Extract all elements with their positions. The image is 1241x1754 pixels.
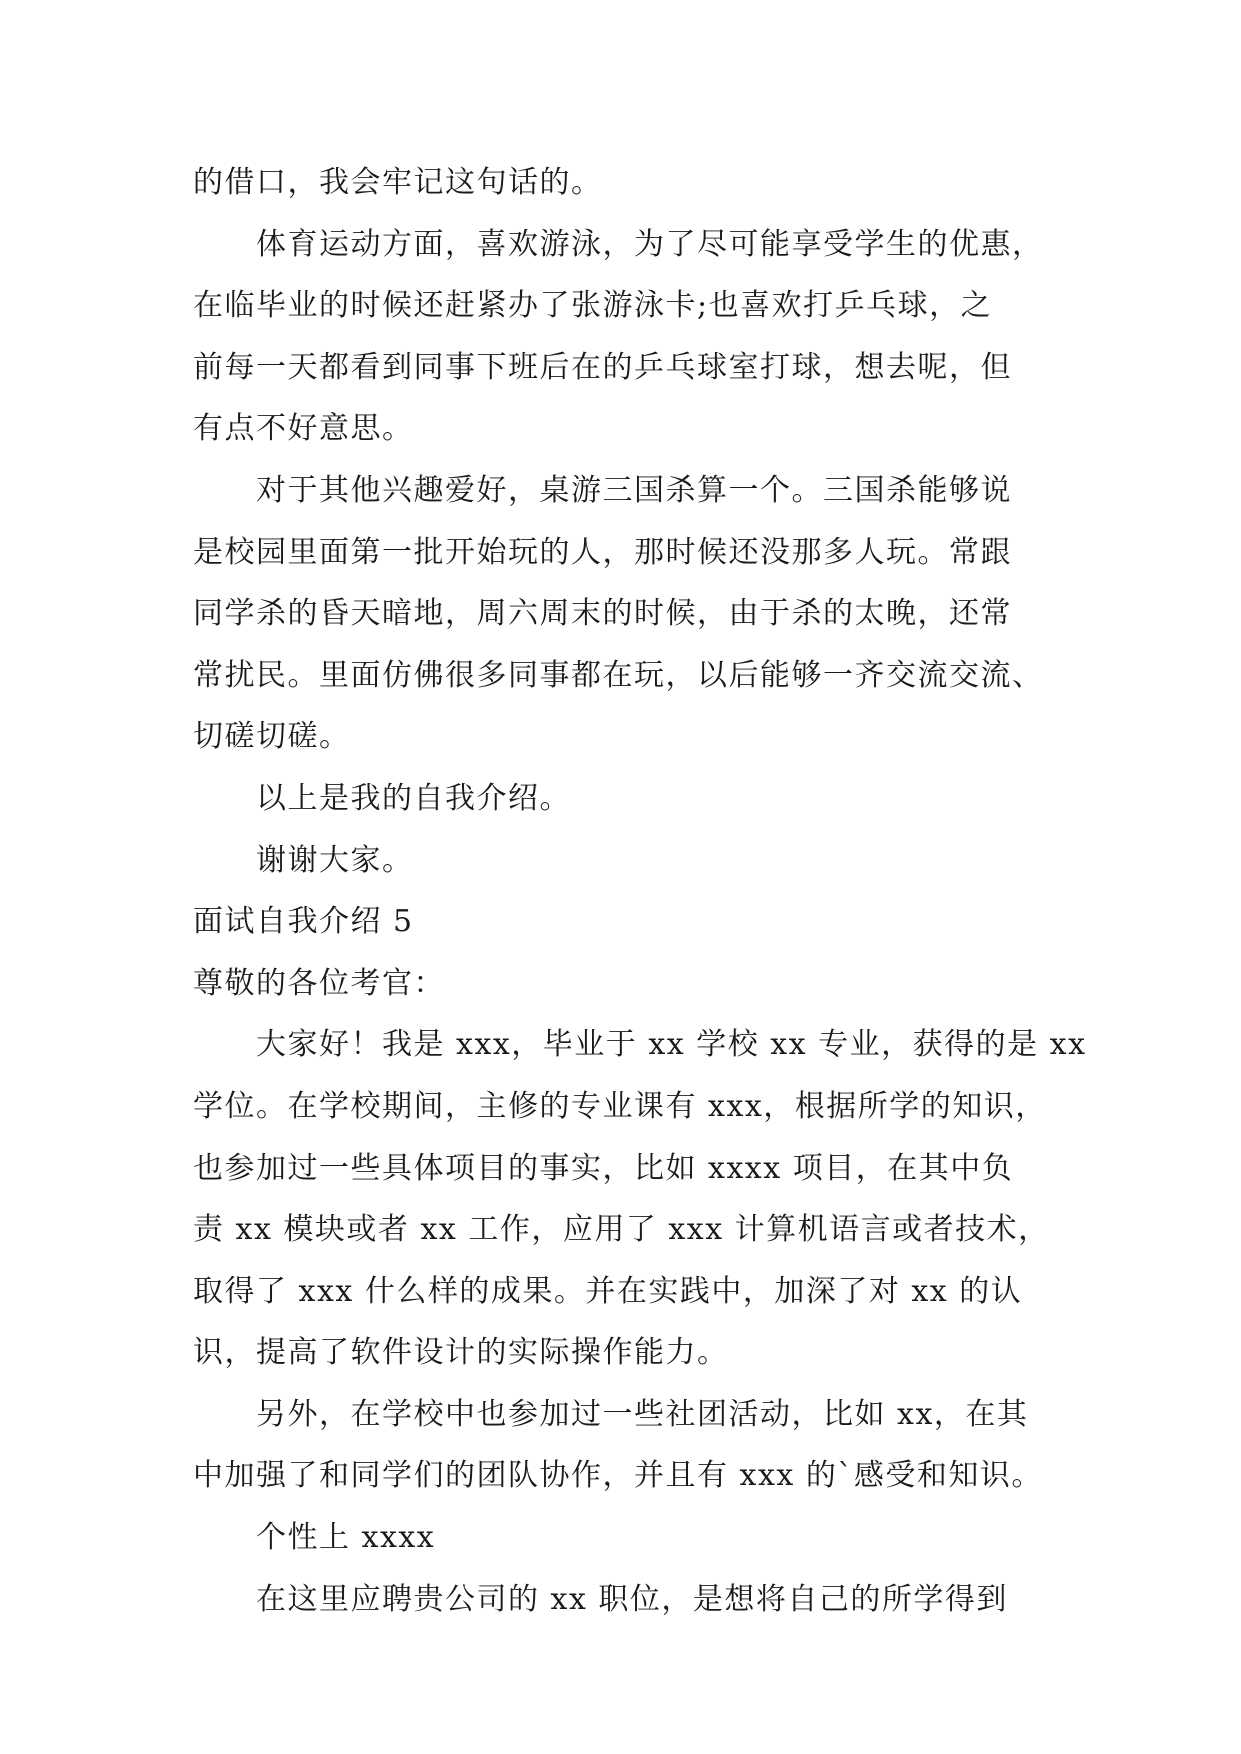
text-line: 有点不好意思。 (193, 411, 414, 447)
text-line: 前每一天都看到同事下班后在的乒乓球室打球，想去呢，但 (193, 349, 1012, 385)
text-line: 切磋切磋。 (193, 719, 351, 755)
text-line: 对于其他兴趣爱好，桌游三国杀算一个。三国杀能够说 (256, 472, 1012, 508)
section-heading: 面试自我介绍 5 (193, 904, 414, 940)
text-line: 也参加过一些具体项目的事实，比如 xxxx 项目，在其中负 (193, 1150, 1014, 1186)
text-line: 学位。在学校期间，主修的专业课有 xxx，根据所学的知识， (193, 1088, 1047, 1124)
salutation: 尊敬的各位考官： (193, 965, 445, 1001)
text-line: 识，提高了软件设计的实际操作能力。 (193, 1335, 729, 1371)
text-line: 常扰民。里面仿佛很多同事都在玩，以后能够一齐交流交流、 (193, 657, 1044, 693)
text-line: 另外，在学校中也参加过一些社团活动，比如 xx，在其 (256, 1396, 1029, 1432)
text-line: 责 xx 模块或者 xx 工作，应用了 xxx 计算机语言或者技术， (193, 1212, 1050, 1248)
text-line: 大家好！我是 xxx，毕业于 xx 学校 xx 专业，获得的是 xx (256, 1027, 1087, 1063)
text-line: 同学杀的昏天暗地，周六周末的时候，由于杀的太晚，还常 (193, 596, 1012, 632)
text-line: 谢谢大家。 (256, 842, 414, 878)
text-line: 的借口，我会牢记这句话的。 (193, 165, 603, 200)
text-line: 在临毕业的时候还赶紧办了张游泳卡;也喜欢打乒乓球，之 (193, 288, 993, 324)
text-line: 中加强了和同学们的团队协作，并且有 xxx 的`感受和知识。 (193, 1458, 1043, 1494)
text-line: 是校园里面第一批开始玩的人，那时候还没那多人玩。常跟 (193, 534, 1012, 570)
document-body (193, 152, 1087, 1630)
text-line: 个性上 xxxx (256, 1520, 436, 1556)
text-line: 在这里应聘贵公司的 xx 职位，是想将自己的所学得到 (256, 1581, 1008, 1617)
text-line: 以上是我的自我介绍。 (256, 780, 571, 816)
text-line: 取得了 xxx 什么样的成果。并在实践中，加深了对 xx 的认 (193, 1273, 1023, 1309)
text-line: 体育运动方面，喜欢游泳，为了尽可能享受学生的优惠， (256, 226, 1044, 262)
